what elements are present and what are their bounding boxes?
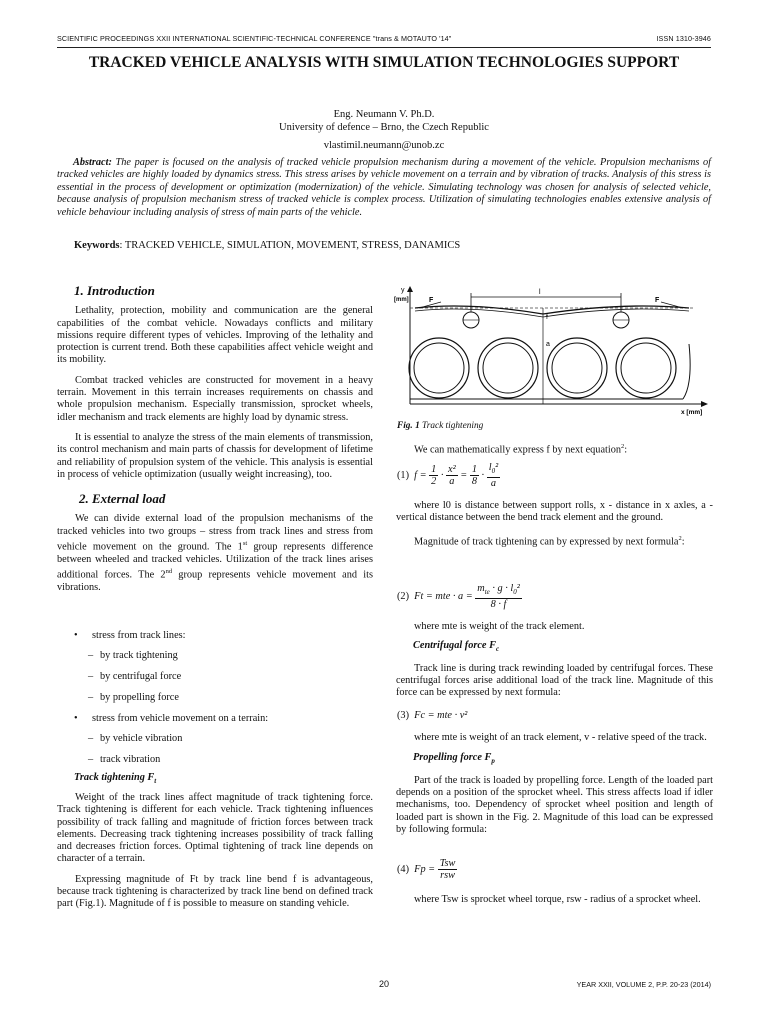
footer-volume: YEAR XXII, VOLUME 2, P.P. 20-23 (2014) — [576, 980, 711, 989]
header-issn: ISSN 1310-3946 — [656, 34, 711, 43]
centrifugal-paragraph: Track line is during track rewinding loaded by centrifugal forces. These centrifugal forces arise additional load of the track line. Magnitude of this force can be expressed by next formula: — [396, 662, 713, 699]
centrifugal-heading — [413, 640, 713, 655]
fig-label-y-unit: [mm] — [394, 297, 409, 303]
fig-label-y: y — [401, 287, 405, 294]
where-3: where mte is weight of an track element, v - relative speed of the track. — [414, 732, 707, 743]
bullet-icon: • — [74, 713, 78, 724]
eq3-number: (3) — [397, 710, 410, 721]
section-external-load-heading: 2. External load — [79, 491, 166, 507]
figure-track-tightening — [393, 284, 715, 416]
p4-sup-st: st — [242, 540, 248, 548]
list-item — [88, 733, 182, 744]
sub-item-text: track vibration — [100, 754, 161, 765]
intro-paragraph-2: Combat tracked vehicles are constructed for movement in a heavy terrain. Movement in this terrain increases requirements on chassis and whole propulsion mechanism. Especially transmission, sprocket wheels, idler mechanism and track elements are highly load by dynamic stress. — [57, 374, 373, 423]
list-item — [88, 671, 181, 682]
eq4-denominator: rsw — [440, 870, 455, 881]
intro-paragraph-1: Lethality, protection, mobility and communication are the general capabilities of the combat vehicle. Nowadays conflicts and military missions require different types of vehicles. Improving of the lethality and protection is current trend. Both these capabilities affect vehicle weight and its mobility. — [57, 305, 373, 366]
figure-caption — [397, 421, 483, 431]
sub-item-text: by propelling force — [100, 692, 179, 703]
q1-text: We can mathematically express f by next equation — [414, 444, 622, 456]
heading-text: Centrifugal force F — [413, 640, 496, 652]
bullet-text: stress from track lines: — [92, 630, 186, 641]
sub-item-text: by vehicle vibration — [100, 733, 183, 744]
propelling-heading — [413, 752, 713, 767]
equation-3 — [397, 710, 467, 721]
heading-sub: t — [154, 777, 157, 786]
fig-label-f: f — [546, 314, 548, 321]
eq2-number: (2) — [397, 590, 410, 602]
equation-intro-2 — [396, 533, 713, 549]
list-item — [88, 754, 160, 765]
eq1-number: (1) — [397, 469, 410, 481]
propelling-paragraph: Part of the track is loaded by propelling force. Length of the loaded part depends on a position of the sprocket wheel. This stress affects load if idler mechanisms, too. Dependency of sprocket wheel position and length of loaded part is shown in the Fig. 2. Magnitude of this load can be expressed by following formula: — [396, 774, 713, 835]
right-column-lower — [396, 732, 713, 836]
keywords-label: Keywords — [74, 240, 120, 251]
where-1: where l0 is distance between support rolls, x - distance in x axles, a - vertical distance between the bend track element and the ground. — [396, 500, 713, 524]
q2-text: Magnitude of track tightening can by expressed by next formula — [414, 536, 679, 548]
running-header — [57, 33, 711, 48]
fig-label-l0: l — [539, 289, 541, 296]
dash-icon: – — [88, 754, 94, 765]
bullet-icon: • — [74, 630, 78, 641]
right-column-top — [396, 441, 713, 457]
right-column-mid — [396, 621, 713, 700]
heading-sub: c — [495, 645, 500, 654]
figure-caption-label: Fig. 1 — [397, 421, 420, 431]
q2-sup: 2 — [678, 534, 682, 542]
where-2: where mte is weight of the track element. — [414, 621, 585, 632]
fig-label-a: a — [546, 341, 550, 348]
equation-1: (1) f = $\frac{1}{2}$ · $\frac{\text{x²}}{a}$ = $\frac{1}{8}$ · $\frac{l_0^2}{a}$ — [397, 462, 499, 490]
track-tightening-heading — [74, 772, 156, 785]
where-4: where Tsw is sprocket wheel torque, rsw - radius of a sprocket wheel. — [414, 894, 701, 905]
left-column — [57, 285, 373, 594]
paper-title: TRACKED VEHICLE ANALYSIS WITH SIMULATION TECHNOLOGIES SUPPORT — [88, 54, 680, 71]
q2-end: : — [681, 536, 685, 548]
road-wheels — [409, 338, 676, 398]
external-load-paragraph — [57, 513, 373, 594]
eq4-number: (4) — [397, 863, 410, 875]
dash-icon: – — [88, 733, 94, 744]
equation-intro-1 — [396, 441, 713, 457]
list-item — [74, 713, 268, 724]
equation-2: (2) Ft = mte · a = $\frac{m_{te} \cdot g \cdot l_0^2}{8 \cdot f}$ — [397, 583, 520, 611]
p4-part-a: We can divide external load of the propulsion mechanisms of the tracked vehicles into two groups – stress from track lines and stress from vehicle movement on the ground. The 1 — [57, 513, 373, 553]
sub-item-text: by track tightening — [100, 650, 178, 661]
eq2-lhs: Ft = mte · a = — [414, 590, 473, 602]
left-column-lower — [57, 792, 373, 911]
keywords-text: : TRACKED VEHICLE, SIMULATION, MOVEMENT, STRESS, DANAMICS — [119, 240, 461, 251]
header-conference: SCIENTIFIC PROCEEDINGS XXII INTERNATIONAL SCIENTIFIC-TECHNICAL CONFERENCE "trans & MOTAUTO '14" — [57, 34, 452, 43]
figure-caption-text: Track tightening — [419, 421, 484, 431]
q1-sup: 2 — [621, 443, 625, 450]
intro-paragraph-3: It is essential to analyze the stress of the main elements of transmission, its control mechanism and main parts of chassis for development of lifetime and reliability of propulsion system of the vehicle. This analysis is essential in process of vehicle optimization (usually weight increasing), too. — [57, 431, 373, 480]
p4-sup-nd: nd — [165, 568, 173, 576]
eq4-lhs: Fp = — [414, 863, 436, 875]
list-item — [88, 650, 178, 661]
right-column-where1 — [396, 500, 713, 548]
eq3-body: Fc = mte · v² — [414, 710, 468, 721]
author-block — [57, 108, 711, 134]
heading-text: Track tightening F — [74, 772, 155, 783]
expressing-paragraph: Expressing magnitude of Ft by track line bend f is advantageous, because track tightening is characterized by track line bend on defined track part (Fig.1). Magnitude of f is possible to measure on standing vehicle. — [57, 873, 373, 910]
abstract-label: Abstract: — [73, 157, 112, 168]
p4-part-b: group represents difference between wheeled and tracked vehicles. Utilization of the track lines arises additional forces. The 2 — [57, 541, 373, 581]
eq4-numerator: Tsw — [439, 858, 456, 869]
section-introduction-heading: 1. Introduction — [74, 283, 155, 298]
q1-end: : — [624, 444, 628, 456]
right-column-bottom — [396, 894, 713, 906]
dash-icon: – — [88, 671, 94, 682]
keywords — [74, 240, 711, 251]
track-tightening-paragraph: Weight of the track lines affect magnitude of track tightening force. Track tightening is different for each vehicle. Track tightening influences possibility of track falling and magnitude of friction forces between track elements. Decreasing track tightening increases possibility of track falling and decreases friction forces. Optimal tightening of track line depends on character of a terrain. — [57, 792, 373, 865]
p4-part-c: group represents vehicle movement and its vibrations. — [57, 569, 374, 593]
sub-item-text: by centrifugal force — [100, 671, 182, 682]
fig-label-x: x [mm] — [681, 409, 703, 416]
author-email[interactable]: vlastimil.neumann@unob.zc — [323, 140, 445, 151]
bullet-text: stress from vehicle movement on a terrain: — [92, 713, 269, 724]
dash-icon: – — [88, 692, 94, 703]
fig-label-ft-right: F — [655, 297, 660, 304]
page-number: 20 — [379, 979, 390, 989]
author-affiliation: University of defence – Brno, the Czech Republic — [279, 122, 489, 133]
x-axis-arrow-icon — [701, 401, 708, 407]
abstract-text: The paper is focused on the analysis of tracked vehicle propulsion mechanism during a movement of the vehicle. Propulsion mechanisms of tracked vehicles are highly loaded by dynamics stress. This stress arises by vehicle movement on a terrain and by vibration of tracks. Analysis of this stress is essential in the process of development or optimization (modernization) of the vehicle. Simulating technology was chosen for analysis of selected vehicle, because analysis of propulsion mechanism stress of tracked vehicle is complex process. Utilization of simulating technologies enables extensive analysis of vehicle behaviour including analysis of stress of main parts of the vehicle. — [57, 157, 711, 218]
list-item — [74, 630, 186, 641]
abstract — [57, 157, 711, 219]
fig-label-ft-left: F — [429, 297, 434, 304]
heading-text: Propelling force F — [413, 752, 492, 764]
eq1-lhs: f = — [414, 469, 427, 481]
heading-sub: p — [491, 757, 495, 766]
author-name: Eng. Neumann V. Ph.D. — [333, 109, 435, 120]
y-axis-arrow-icon — [407, 286, 413, 292]
list-item — [88, 692, 179, 703]
dash-icon: – — [88, 650, 94, 661]
equation-4 — [397, 858, 457, 881]
